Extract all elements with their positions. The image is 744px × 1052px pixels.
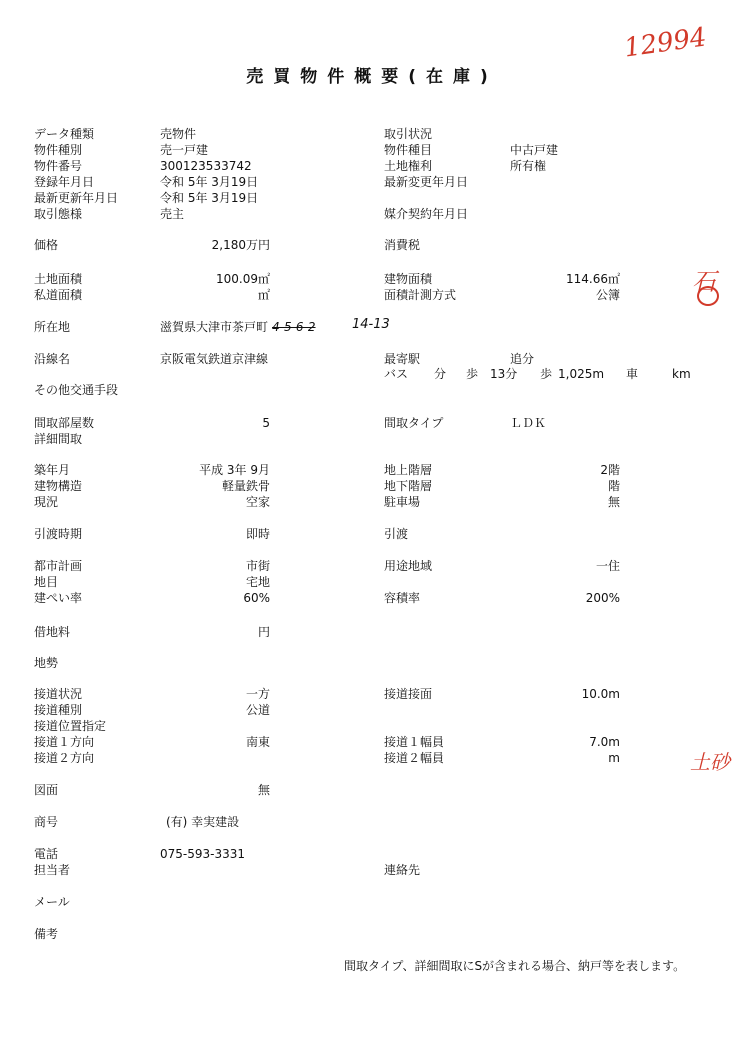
label-contact: 連絡先 [384, 863, 421, 877]
handwritten-mark-mid: 土砂 [690, 750, 730, 774]
value-bus-walk: 歩 [466, 367, 479, 381]
label-area-method: 面積計測方式 [384, 288, 457, 302]
label-line: 沿線名 [34, 352, 71, 366]
label-price: 価格 [34, 238, 59, 252]
label-land-right: 土地権利 [384, 159, 433, 173]
value-bus-walk2: 歩 [540, 367, 553, 381]
label-phone: 電話 [34, 847, 59, 861]
label-road-frontage: 接道接面 [384, 687, 433, 701]
label-road-dir1: 接道１方向 [34, 735, 95, 749]
value-built: 平成 3年 9月 [199, 463, 270, 477]
value-bus-km: km [672, 367, 691, 381]
label-data-type: データ種類 [34, 127, 95, 141]
value-land-area: 100.09㎡ [216, 272, 270, 286]
label-updated: 最新更新年月日 [34, 191, 119, 205]
footer-note: 間取タイプ、詳細間取にSが含まれる場合、納戸等を表します。 [344, 959, 686, 973]
label-status: 現況 [34, 495, 59, 509]
label-property-item: 物件種目 [384, 143, 433, 157]
label-coverage: 建ぺい率 [34, 591, 83, 605]
label-land-category: 地目 [34, 575, 59, 589]
value-land-category: 宅地 [245, 575, 270, 589]
label-building-area: 建物面積 [384, 272, 433, 286]
label-nearest-station: 最寄駅 [384, 352, 421, 366]
value-location: 滋賀県大津市茶戸町 [160, 320, 269, 334]
value-building-area: 114.66㎡ [566, 272, 620, 286]
value-zoning: 一住 [595, 559, 620, 573]
value-rooms: 5 [262, 416, 270, 430]
label-zoning: 用途地域 [384, 559, 433, 573]
value-deal-type: 売主 [160, 207, 185, 221]
value-structure: 軽量鉄骨 [221, 479, 270, 493]
label-built: 築年月 [34, 463, 71, 477]
handwritten-number: 12994 [622, 22, 709, 64]
label-road-type: 接道種別 [34, 703, 83, 717]
value-lease-fee: 円 [257, 625, 270, 639]
value-bus-dist: 1,025m [558, 367, 605, 381]
label-road-width2: 接道２幅員 [384, 751, 445, 765]
label-deal-type: 取引態様 [34, 207, 83, 221]
value-price: 2,180万円 [211, 238, 270, 252]
value-status: 空家 [245, 495, 270, 509]
value-line: 京阪電気鉄道京津線 [160, 352, 269, 366]
label-location: 所在地 [34, 320, 71, 334]
label-land-area: 土地面積 [34, 272, 83, 286]
document-title: 売買物件概要(在庫) [246, 67, 498, 87]
value-floors-below: 階 [607, 479, 620, 493]
label-road-status: 接道状況 [34, 687, 83, 701]
value-bus-walk-min: 13分 [490, 367, 518, 381]
label-road-designation: 接道位置指定 [34, 719, 107, 733]
value-handover-time: 即時 [245, 527, 270, 541]
label-city-plan: 都市計画 [34, 559, 83, 573]
value-property-item: 中古戸建 [510, 143, 559, 157]
value-road-width1: 7.0m [589, 735, 620, 749]
value-road-type: 公道 [245, 703, 270, 717]
label-floors-below: 地下階層 [384, 479, 433, 493]
value-data-type: 売物件 [160, 127, 197, 141]
label-parking: 駐車場 [384, 495, 421, 509]
label-road-dir2: 接道２方向 [34, 751, 95, 765]
value-far: 200% [585, 591, 620, 605]
label-broker-contract: 媒介契約年月日 [384, 207, 469, 221]
label-floors-above: 地上階層 [384, 463, 433, 477]
label-private-road: 私道面積 [34, 288, 83, 302]
value-coverage: 60% [243, 591, 270, 605]
value-private-road: ㎡ [257, 288, 270, 302]
value-property-kind: 売一戸建 [160, 143, 209, 157]
value-registered: 令和 5年 3月19日 [160, 175, 259, 189]
value-location-struck: 4-5-6-2 [272, 320, 316, 334]
value-drawing: 無 [257, 783, 270, 797]
value-layout-type: ＬＤＫ [510, 416, 547, 430]
value-phone: 075-593-3331 [160, 847, 246, 861]
value-nearest-station: 追分 [510, 352, 535, 366]
value-company: (有) 幸実建設 [166, 815, 240, 829]
label-other-transit: その他交通手段 [34, 383, 119, 397]
value-property-no: 300123533742 [160, 159, 252, 173]
value-parking: 無 [607, 495, 620, 509]
label-road-width1: 接道１幅員 [384, 735, 445, 749]
label-notes: 備考 [34, 927, 59, 941]
label-rooms: 間取部屋数 [34, 416, 95, 430]
label-layout-type: 間取タイプ [384, 416, 444, 430]
label-latest-change: 最新変更年月日 [384, 175, 469, 189]
value-land-right: 所有権 [510, 159, 547, 173]
value-area-method: 公簿 [595, 288, 620, 302]
label-detail-layout: 詳細間取 [34, 432, 83, 446]
handwritten-mark-top: 石 [692, 268, 716, 296]
value-road-status: 一方 [245, 687, 270, 701]
value-bus-car: 車 [626, 367, 639, 381]
label-lease-fee: 借地料 [34, 625, 71, 639]
handwritten-circle [697, 286, 719, 306]
value-updated: 令和 5年 3月19日 [160, 191, 259, 205]
value-location-correction: 14-13 [352, 317, 390, 332]
label-handover-time: 引渡時期 [34, 527, 83, 541]
label-far: 容積率 [384, 591, 421, 605]
label-email: メール [34, 895, 70, 909]
label-deal-status: 取引状況 [384, 127, 433, 141]
label-property-no: 物件番号 [34, 159, 83, 173]
label-tax: 消費税 [384, 238, 421, 252]
label-person: 担当者 [34, 863, 71, 877]
label-registered: 登録年月日 [34, 175, 95, 189]
label-handover: 引渡 [384, 527, 409, 541]
label-drawing: 図面 [34, 783, 59, 797]
value-bus-min: 分 [434, 367, 447, 381]
label-bus: バス [384, 367, 409, 381]
value-road-dir1: 南東 [245, 735, 270, 749]
value-road-width2: m [608, 751, 620, 765]
label-terrain: 地勢 [34, 656, 59, 670]
value-city-plan: 市街 [245, 559, 270, 573]
label-property-kind: 物件種別 [34, 143, 83, 157]
label-company: 商号 [34, 815, 59, 829]
value-road-frontage: 10.0m [581, 687, 620, 701]
value-floors-above: 2階 [600, 463, 620, 477]
label-structure: 建物構造 [34, 479, 83, 493]
